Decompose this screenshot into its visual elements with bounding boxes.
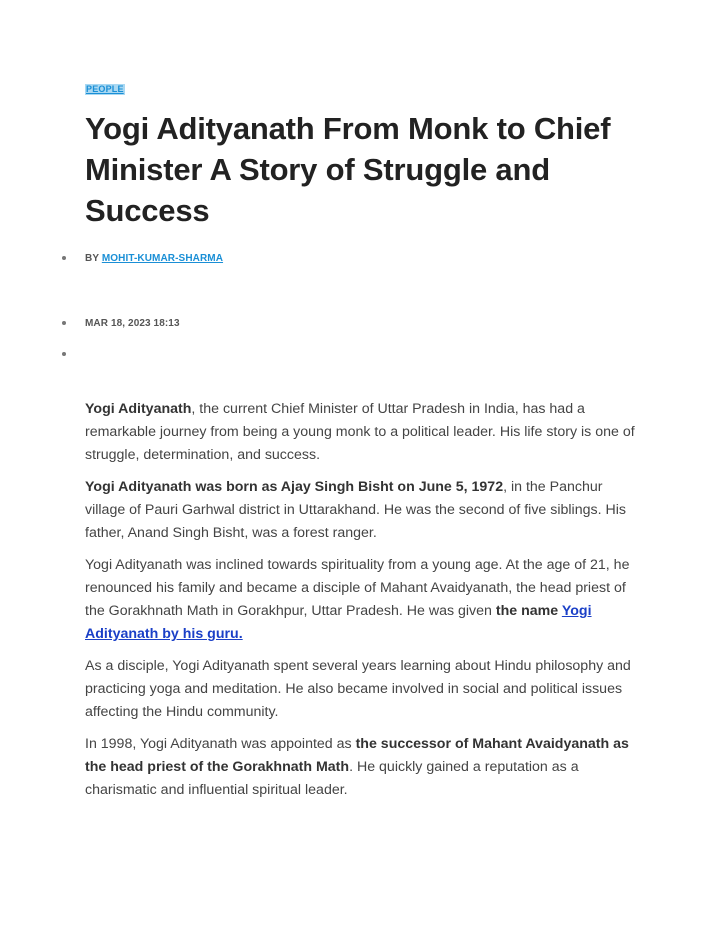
paragraph-2 [85,476,645,545]
article-body [85,398,645,811]
paragraph-5 [85,733,645,802]
bullet-icon [62,256,66,260]
publish-date: MAR 18, 2023 18:13 [85,318,180,329]
paragraph-2-bold: Yogi Adityanath was born as Ajay Singh Bisht on June 5, 1972 [85,479,504,495]
paragraph-1 [85,398,645,467]
paragraph-3 [85,554,645,646]
paragraph-3-text: Yogi Adityanath was inclined towards spirituality from a young age. At the age of 21, he renounced his family and became a disciple of Mahant Avaidyanath, the head priest of the Gorakhnath Math in Gorakhpur, Uttar Pradesh. He was given [85,557,630,619]
paragraph-5-bold: the successor of Mahant Avaidyanath as the head priest of the Gorakhnath Math [85,736,629,775]
category-link[interactable]: PEOPLE [86,84,124,94]
date-meta [85,318,180,329]
guru-name-link[interactable]: Yogi Adityanath by his guru. [85,603,592,642]
by-label: BY [85,253,99,264]
paragraph-4 [85,655,645,724]
article-title: Yogi Adityanath From Monk to Chief Minister A Story of Struggle and Success [85,111,611,228]
author-meta [85,253,223,264]
paragraph-5-text-after: . He quickly gained a reputation as a charismatic and influential spiritual leader. [85,759,579,798]
paragraph-1-bold: Yogi Adityanath [85,401,192,417]
paragraph-4-text: As a disciple, Yogi Adityanath spent several years learning about Hindu philosophy and practicing yoga and meditation. He also became involved in social and political issues affecting the Hindu community. [85,658,631,720]
paragraph-3-bold: the name [495,603,562,619]
paragraph-2-text: , in the Panchur village of Pauri Garhwal district in Uttarakhand. He was the second of five siblings. His father, Anand Singh Bisht, was a forest ranger. [85,479,626,541]
paragraph-1-text: , the current Chief Minister of Uttar Pradesh in India, has had a remarkable journey from being a young monk to a political leader. His life story is one of struggle, determination, and success. [85,401,635,463]
bullet-icon [62,321,66,325]
author-link[interactable]: MOHIT-KUMAR-SHARMA [101,253,224,264]
bullet-icon [62,352,66,356]
paragraph-5-text-before: In 1998, Yogi Adityanath was appointed as [85,736,356,752]
